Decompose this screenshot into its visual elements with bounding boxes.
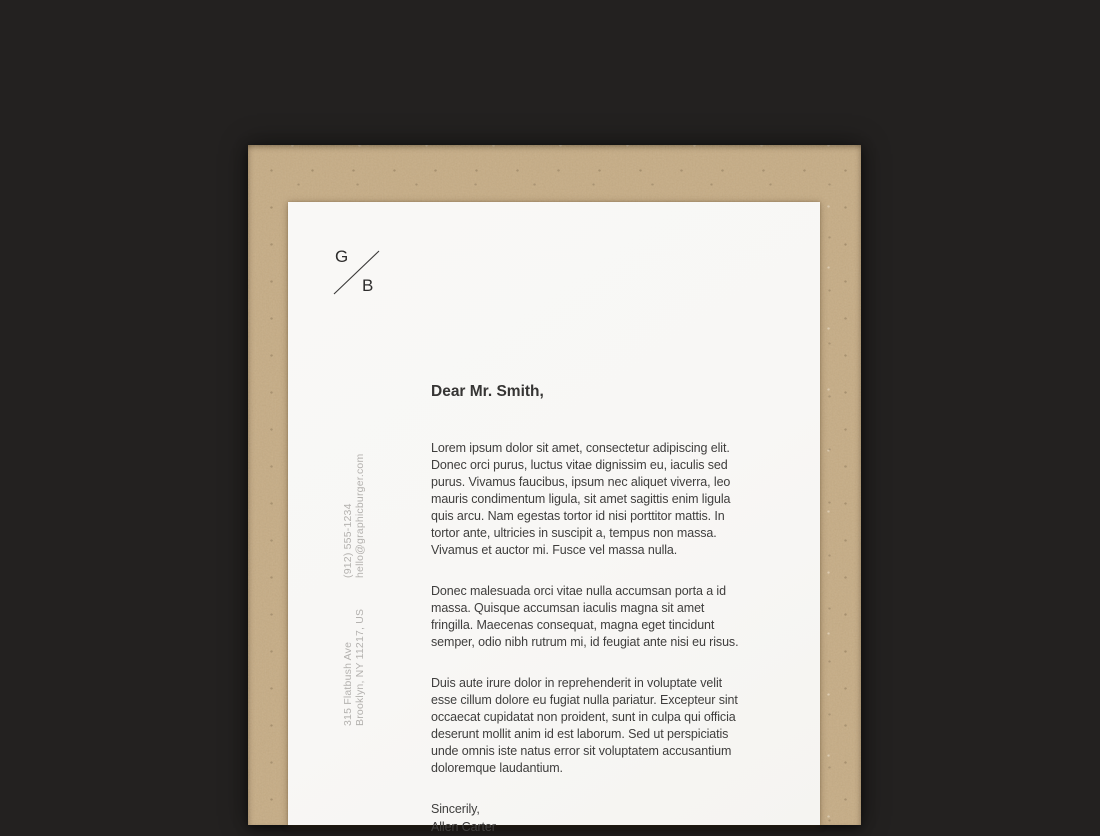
logo-letter-b: B bbox=[362, 276, 374, 295]
salutation: Dear Mr. Smith, bbox=[431, 383, 544, 400]
phone-number: (912) 555-1234 bbox=[342, 503, 354, 578]
closing-phrase: Sincerily, bbox=[431, 802, 480, 816]
gb-monogram-logo bbox=[328, 242, 388, 302]
email-address: hello@graphicburger.com bbox=[353, 453, 366, 578]
logo-letter-g: G bbox=[335, 247, 349, 266]
letter-body bbox=[431, 440, 749, 836]
contact-info-vertical bbox=[343, 454, 366, 578]
paragraph: Lorem ipsum dolor sit amet, consectetur adipiscing elit. Donec orci purus, luctus vitae dignissim eu, iaculis sed purus. Vivamus faucibus, ipsum nec aliquet viverra, leo mauris condimentum ligula, sit amet sagittis enim ligula quis arcu. Nam egestas tortor id nisi porttitor mattis. In tortor ante, ultricies in suscipit a, tempus non massa. Vivamus et auctor mi. Fusce vel massa nulla. bbox=[431, 441, 731, 557]
letter-paper bbox=[288, 202, 820, 834]
kraft-board bbox=[248, 145, 861, 834]
street-address: 315 Flatbush Ave bbox=[342, 641, 354, 726]
signature-name: Allen Carter bbox=[431, 819, 496, 834]
mailing-address-vertical bbox=[343, 609, 366, 726]
paragraph: Donec malesuada orci vitae nulla accumsan porta a id massa. Quisque accumsan iaculis magna sit amet fringilla. Maecenas consequat, magna eget tincidunt semper, odio nibh rutrum mi, id feugiat ante nisi eu risus. bbox=[431, 584, 739, 649]
paragraph: Duis aute irure dolor in reprehenderit in voluptate velit esse cillum dolore eu fugiat nulla pariatur. Excepteur sint occaecat cupidatat non proident, sunt in culpa qui officia deserunt mollit anim id est laborum. Sed ut perspiciatis unde omnis iste natus error sit voluptatem accusantium doloremque laudantium. bbox=[431, 676, 738, 775]
closing-block bbox=[431, 801, 749, 836]
city-state-address: Brooklyn, NY 11217, US bbox=[353, 608, 366, 726]
